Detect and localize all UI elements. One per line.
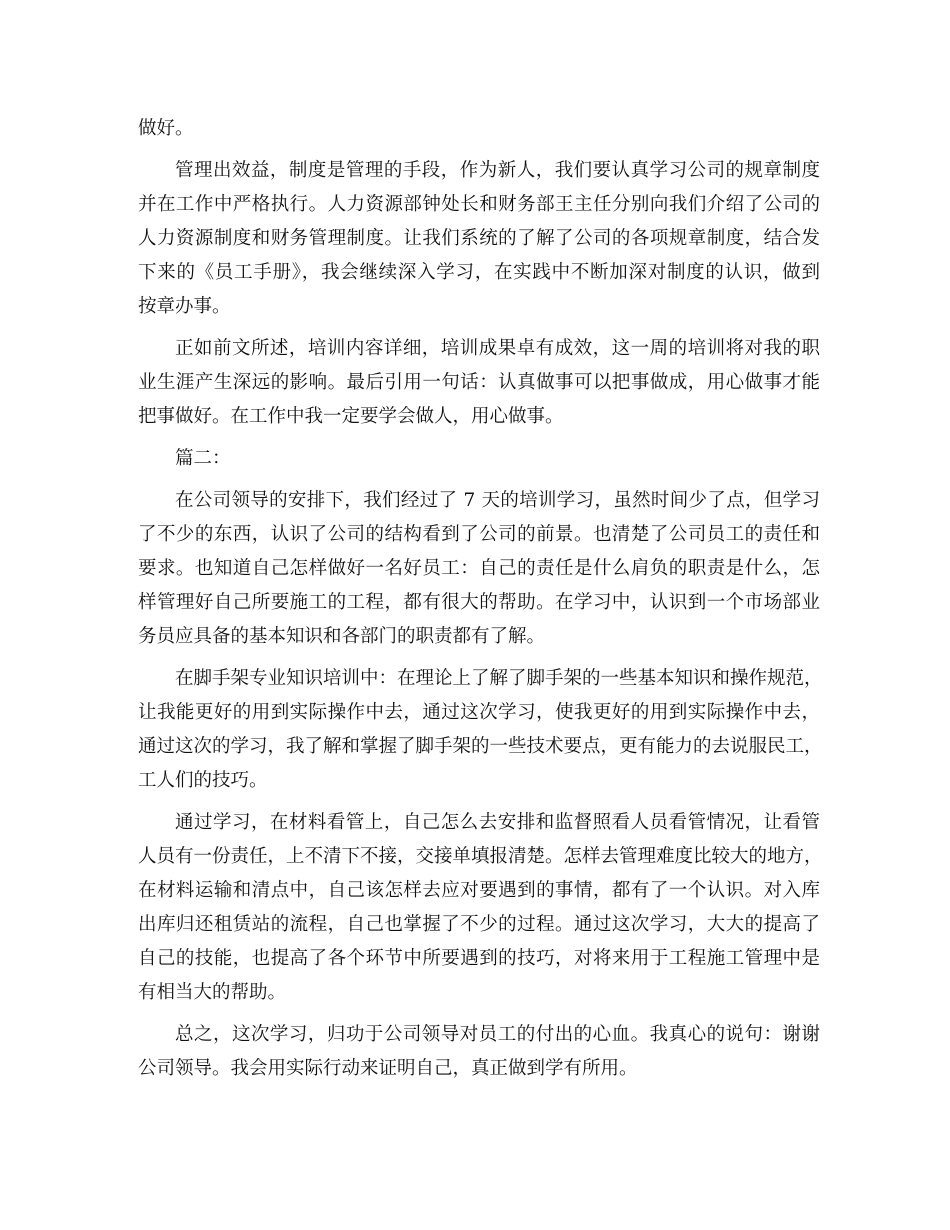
- text-line: 自己的技能，也提高了各个环节中所要遇到的技巧，对将来用于工程施工管理中是: [138, 948, 820, 969]
- text-line: 让我能更好的用到实际操作中去，通过这次学习，使我更好的用到实际操作中去，: [138, 702, 820, 723]
- text-line: 公司领导。我会用实际行动来证明自己，真正做到学有所用。: [138, 1058, 638, 1079]
- text-line: 把事做好。在工作中我一定要学会做人，用心做事。: [138, 406, 564, 427]
- paragraph-management-rules: [138, 154, 820, 324]
- text-line: 并在工作中严格执行。人力资源部钟处长和财务部王主任分别向我们介绍了公司的: [138, 194, 820, 215]
- paragraph-conclusion: [138, 332, 820, 434]
- text-line: 在公司领导的安排下，我们经过了 7 天的培训学习，虽然时间少了点，但学习: [175, 490, 820, 511]
- text-line: 要求。也知道自己怎样做好一名好员工：自己的责任是什么肩负的职责是什么，怎: [138, 558, 820, 579]
- text-line: 在材料运输和清点中，自己该怎样去应对要遇到的事情，都有了一个认识。对入库: [138, 880, 820, 901]
- text-line: 正如前文所述，培训内容详细，培训成果卓有成效，这一周的培训将对我的职: [175, 338, 820, 359]
- text-line: 人员有一份责任，上不清下不接，交接单填报清楚。怎样去管理难度比较大的地方，: [138, 846, 823, 867]
- section-heading: [138, 442, 820, 476]
- text-line: 人力资源制度和财务管理制度。让我们系统的了解了公司的各项规章制度，结合发: [138, 228, 820, 249]
- paragraph-summary: [138, 1018, 820, 1086]
- paragraph-training-intro: [138, 484, 820, 654]
- text-line: 工人们的技巧。: [138, 770, 268, 791]
- text-line: 下来的《员工手册》，我会继续深入学习，在实践中不断加深对制度的认识，做到: [138, 262, 820, 283]
- text-line: 通过这次的学习，我了解和掌握了脚手架的一些技术要点，更有能力的去说服民工，: [138, 736, 823, 757]
- text-line: 做好。: [138, 118, 194, 139]
- text-line: 样管理好自己所要施工的工程，都有很大的帮助。在学习中，认识到一个市场部业: [138, 592, 820, 613]
- text-line: 了不少的东西，认识了公司的结构看到了公司的前景。也清楚了公司员工的责任和: [138, 524, 820, 545]
- text-line: 管理出效益，制度是管理的手段，作为新人，我们要认真学习公司的规章制度: [175, 160, 820, 181]
- paragraph-materials: [138, 806, 823, 1010]
- text-line: 业生涯产生深远的影响。最后引用一句话：认真做事可以把事做成，用心做事才能: [138, 372, 820, 393]
- text-line: 按章办事。: [138, 296, 231, 317]
- text-line: 在脚手架专业知识培训中：在理论上了解了脚手架的一些基本知识和操作规范，: [175, 668, 823, 689]
- text-line: 通过学习，在材料看管上，自己怎么去安排和监督照看人员看管情况，让看管: [175, 812, 820, 833]
- section-heading-text: 篇二：: [175, 448, 231, 469]
- text-line: 有相当大的帮助。: [138, 982, 287, 1003]
- text-line: 出库归还租赁站的流程，自己也掌握了不少的过程。通过这次学习，大大的提高了: [138, 914, 820, 935]
- text-line: 务员应具备的基本知识和各部门的职责都有了解。: [138, 626, 546, 647]
- document-body: [138, 112, 823, 1094]
- paragraph-continuation: [138, 112, 820, 146]
- paragraph-scaffolding: [138, 662, 823, 798]
- text-line: 总之，这次学习，归功于公司领导对员工的付出的心血。我真心的说句：谢谢: [175, 1024, 820, 1045]
